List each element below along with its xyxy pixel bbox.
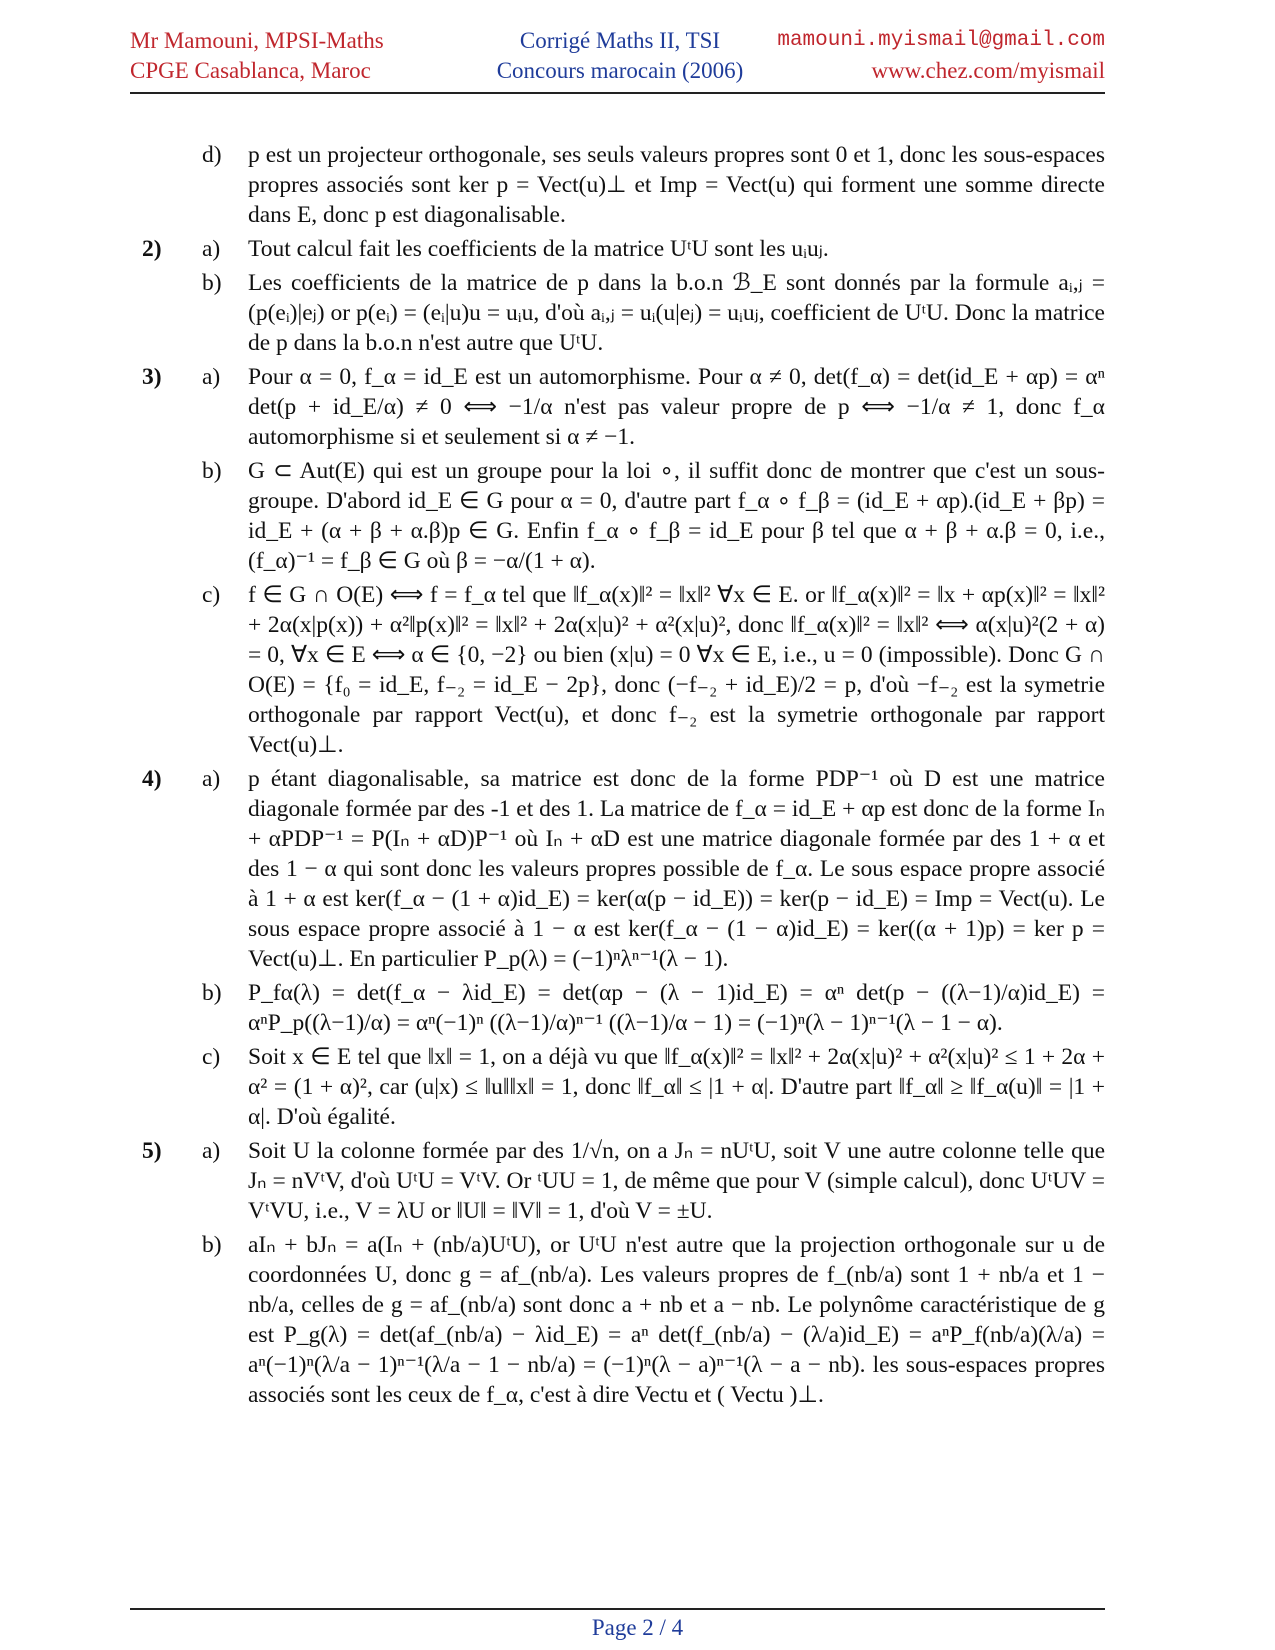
contact-block [777,26,1105,86]
subquestion-label: b) [202,458,222,484]
answer-item [130,456,1105,576]
answer-item [130,234,1105,264]
subquestion-label: a) [202,766,221,792]
answer-text: Soit x ∈ E tel que ‖x‖ = 1, on a déjà vu que ‖f_α(x)‖² = ‖x‖² + 2α(x|u)² + α²(x|u)² ≤ 1 + 2α + α² = (1 + α)², car (u|x) ≤ ‖u‖‖x‖ = 1, donc ‖f_α‖ ≤ |1 + α|. D'autre part ‖f_α‖ ≥ ‖f_α(u)‖ = |1 + α|. D'où égalité. [248,1044,1105,1130]
footer-divider [130,1608,1105,1610]
answer-item [130,1042,1105,1132]
website-link[interactable]: www.chez.com/myismail [871,58,1105,83]
subquestion-label: a) [202,236,221,262]
answer-item [130,978,1105,1038]
answer-text: p étant diagonalisable, sa matrice est donc de la forme PDP⁻¹ où D est une matrice diagonale formée par des -1 et des 1. La matrice de f_α = id_E + αp est donc de la forme Iₙ + αPDP⁻¹ = P(Iₙ + αD)P⁻¹ où Iₙ + αD est une matrice diagonale formée par des 1 + α et des 1 − α qui sont donc les valeurs propres possible de f_α. Le sous espace propre associé à 1 + α est ker(f_α − (1 + α)id_E) = ker(α(p − id_E)) = ker(p − id_E) = Imp = Vect(u). Le sous espace propre associé à 1 − α est ker(f_α − (1 − α)id_E) = ker((α + 1)p) = ker p = Vect(u)⊥. En particulier P_p(λ) = (−1)ⁿλⁿ⁻¹(λ − 1). [248,766,1105,972]
answer-text: Tout calcul fait les coefficients de la matrice UᵗU sont les uᵢuⱼ. [248,236,829,262]
subquestion-label: d) [202,142,222,168]
subquestion-label: b) [202,1232,222,1258]
question-number: 3) [142,364,162,390]
subquestion-label: b) [202,980,222,1006]
answer-text: p est un projecteur orthogonale, ses seuls valeurs propres sont 0 et 1, donc les sous-espaces propres associés sont ker p = Vect(u)⊥ et Imp = Vect(u) qui forment une somme directe dans E, donc p est diagonalisable. [248,142,1105,228]
answer-text: G ⊂ Aut(E) qui est un groupe pour la loi ∘, il suffit donc de montrer que c'est un sous-groupe. D'abord id_E ∈ G pour α = 0, d'autre part f_α ∘ f_β = (id_E + αp).(id_E + βp) = id_E + (α + β + α.β)p ∈ G. Enfin f_α ∘ f_β = id_E pour β tel que α + β + α.β = 0, i.e., (f_α)⁻¹ = f_β ∈ G où β = −α/(1 + α). [248,458,1105,574]
question-number: 4) [142,766,162,792]
answer-item [130,1230,1105,1410]
author-block [130,26,384,86]
answer-item [130,764,1105,974]
answer-item [130,580,1105,760]
answer-text: P_fα(λ) = det(f_α − λid_E) = det(αp − (λ − 1)id_E) = αⁿ det(p − ((λ−1)/α)id_E) = αⁿP_p((λ−1)/α) = αⁿ(−1)ⁿ ((λ−1)/α)ⁿ⁻¹ ((λ−1)/α − 1) = (−1)ⁿ(λ − 1)ⁿ⁻¹(λ − 1 − α). [248,980,1105,1036]
answer-text: aIₙ + bJₙ = a(Iₙ + (nb/a)UᵗU), or UᵗU n'est autre que la projection orthogonale sur u de coordonnées U, donc g = af_(nb/a). Les valeurs propres de f_(nb/a) sont 1 + nb/a et 1 − nb/a, celles de g = af_(nb/a) sont donc a + nb et a − nb. Le polynôme caractéristique de g est P_g(λ) = det(af_(nb/a) − λid_E) = aⁿ det(f_(nb/a) − (λ/a)id_E) = aⁿP_f(nb/a)(λ/a) = aⁿ(−1)ⁿ(λ/a − 1)ⁿ⁻¹(λ/a − 1 − nb/a) = (−1)ⁿ(λ − a)ⁿ⁻¹(λ − a − nb). les sous-espaces propres associés sont les ceux de f_α, c'est à dire Vectu et ( Vectu )⊥. [248,1232,1105,1408]
page-header [130,22,1105,94]
subquestion-label: b) [202,270,222,296]
answer-text: f ∈ G ∩ O(E) ⟺ f = f_α tel que ‖f_α(x)‖² = ‖x‖² ∀x ∈ E. or ‖f_α(x)‖² = ‖x + αp(x)‖² = ‖x‖² + 2α(x|p(x)) + α²‖p(x)‖² = ‖x‖² + 2α(x|u)² + α²(x|u)², donc ‖f_α(x)‖² = ‖x‖² ⟺ α(x|u)²(2 + α) = 0, ∀x ∈ E ⟺ α ∈ {0, −2} ou bien (x|u) = 0 ∀x ∈ E, i.e., u = 0 (impossible). Donc G ∩ O(E) = {f₀ = id_E, f₋₂ = id_E − 2p}, donc (−f₋₂ + id_E)/2 = p, d'où −f₋₂ est la symetrie orthogonale par rapport Vect(u), et donc f₋₂ est la symetrie orthogonale par rapport Vect(u)⊥. [248,582,1105,758]
subquestion-label: a) [202,364,221,390]
document-title: Corrigé Maths II, TSI [519,28,721,53]
author-name: Mr Mamouni, MPSI-Maths [130,28,384,53]
answer-item [130,268,1105,358]
author-school: CPGE Casablanca, Maroc [130,58,371,83]
subquestion-label: a) [202,1138,221,1164]
answer-text: Les coefficients de la matrice de p dans la b.o.n ℬ_E sont donnés par la formule aᵢ,ⱼ = (p(eᵢ)|eⱼ) or p(eᵢ) = (eᵢ|u)u = uᵢu, d'où aᵢ,ⱼ = uᵢ(u|eⱼ) = uᵢuⱼ, coefficient de UᵗU. Donc la matrice de p dans la b.o.n n'est autre que UᵗU. [248,270,1105,356]
answer-item [130,362,1105,452]
question-number: 2) [142,236,162,262]
answer-text: Soit U la colonne formée par des 1/√n, on a Jₙ = nUᵗU, soit V une autre colonne telle que Jₙ = nVᵗV, d'où UᵗU = VᵗV. Or ᵗUU = 1, de même que pour V (simple calcul), donc UᵗUV = VᵗVU, i.e., V = λU or ‖U‖ = ‖V‖ = 1, d'où V = ±U. [248,1138,1105,1224]
subquestion-label: c) [202,1044,221,1070]
answer-item [130,1136,1105,1226]
email-link[interactable]: mamouni.myismail@gmail.com [777,29,1105,52]
page-number: Page 2 / 4 [591,1615,684,1640]
answer-item [130,140,1105,230]
document-body [130,140,1105,1414]
question-number: 5) [142,1138,162,1164]
document-subtitle: Concours marocain (2006) [496,58,744,83]
subquestion-label: c) [202,582,221,608]
document-title-block [470,26,770,86]
answer-text: Pour α = 0, f_α = id_E est un automorphisme. Pour α ≠ 0, det(f_α) = det(id_E + αp) = αⁿ det(p + id_E/α) ≠ 0 ⟺ −1/α n'est pas valeur propre de p ⟺ −1/α ≠ 1, donc f_α automorphisme si et seulement si α ≠ −1. [248,364,1105,450]
